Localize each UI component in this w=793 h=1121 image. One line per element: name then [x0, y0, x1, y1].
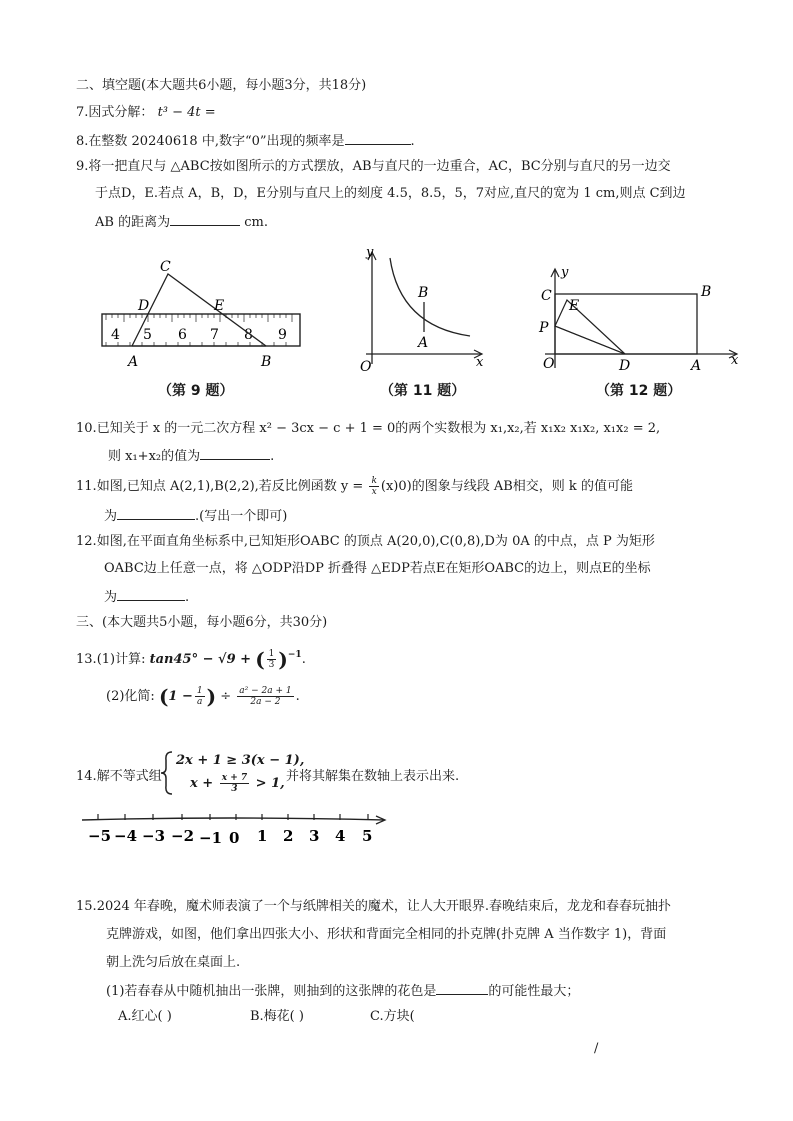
question-13-part1 — [76, 646, 306, 670]
q13-part2-a: 1 − — [168, 689, 193, 704]
ruler-tick-4: 4 — [111, 327, 120, 343]
q7-expression: t³ − 4t = — [157, 105, 216, 120]
q11-frac-den: x — [371, 487, 377, 497]
q13-part1-end: . — [301, 652, 306, 667]
q9-line3b: cm. — [244, 215, 268, 230]
q12-line2: OABC边上任意一点，将 △ODP沿DP 折叠得 △EDP若点E在矩形OABC的边上，则点E的坐标 — [104, 561, 651, 576]
label-d: D — [138, 298, 150, 314]
nl-label-minus4: −4 — [114, 827, 138, 845]
nl-label-2: 2 — [283, 827, 294, 845]
label-b: B — [261, 354, 272, 370]
q13-p2-paren-close: ) — [206, 684, 217, 709]
section3-heading: 三、(本大题共5小题，每小题6分，共30分) — [76, 615, 328, 630]
label-b: B — [701, 284, 712, 300]
figure-11-caption: （第 11 题） — [380, 383, 466, 399]
nl-label-0: 0 — [229, 829, 240, 847]
q10-number: 10. — [76, 421, 97, 436]
label-y: y — [561, 265, 569, 280]
question-7 — [76, 104, 216, 122]
q11-line1a: 如图,已知点 A(2,1),B(2,2),若反比例函数 y = — [96, 479, 364, 494]
nl-label-minus3: −3 — [142, 827, 166, 845]
q11-line2b: .(写出一个即可) — [195, 509, 288, 524]
nl-label-1: 1 — [257, 827, 268, 845]
label-d: D — [619, 358, 631, 374]
ruler-tick-7: 7 — [210, 327, 219, 343]
q13-part1-label: (1)计算: — [96, 652, 146, 667]
nl-label-minus2: −2 — [171, 827, 195, 845]
number-line — [78, 808, 398, 848]
nl-label-5: 5 — [362, 827, 373, 845]
q14-frac-den: 3 — [231, 784, 238, 794]
q14-brace — [160, 750, 174, 796]
q8-text: 在整数 20240618 中,数字“0”出现的频率是 — [88, 134, 345, 149]
label-e: E — [569, 298, 580, 314]
q10-line2a: 则 x₁+x₂的值为 — [108, 449, 201, 464]
q12-line1: 如图,在平面直角坐标系中,已知矩形OABC 的顶点 A(20,0),C(0,8),D为 0A 的中点，点 P 为矩形 — [96, 534, 655, 549]
q7-text: 因式分解： — [88, 105, 154, 120]
label-a: A — [691, 358, 702, 374]
q15-option-b: B.梅花( ) — [250, 1009, 304, 1024]
label-c: C — [160, 259, 171, 275]
q13-part2-label: (2)化简: — [106, 689, 155, 704]
q14-tail: 并将其解集在数轴上表示出来. — [286, 769, 460, 784]
q15-line2: 克牌游戏，如图，他们拿出四张大小、形状和背面完全相同的扑克牌(扑克牌 A 当作数字 1)，背面 — [106, 927, 667, 942]
q14-text: 解不等式组 — [96, 769, 162, 784]
q9-line2: 于点D，E.若点 A，B，D，E分别与直尺上的刻度 4.5，8.5，5，7对应,直尺的宽为 1 cm,则点 C到边 — [95, 186, 686, 201]
q13-p2-frac1-num: 1 — [196, 686, 203, 696]
question-9-line1 — [76, 158, 671, 176]
question-12-line1 — [76, 533, 655, 551]
question-11-line1 — [76, 476, 633, 497]
q7-number: 7. — [76, 105, 89, 120]
question-15-line1 — [76, 898, 671, 916]
q13-part2-div: ÷ — [220, 689, 232, 704]
label-c: C — [541, 288, 552, 304]
q12-line3a: 为 — [104, 590, 118, 605]
question-10-line1 — [76, 420, 660, 438]
q15-line3: 朝上洗匀后放在桌面上. — [106, 955, 241, 970]
q13-p1-frac-num: 1 — [268, 649, 275, 659]
q13-p2-frac1-den: a — [197, 697, 203, 707]
q15-answer-blank — [436, 981, 488, 995]
q13-p2-frac2-num: a² − 2a + 1 — [239, 686, 292, 696]
q15-sub1a: (1)若春春从中随机抽出一张牌，则抽到的这张牌的花色是 — [106, 984, 437, 999]
q14-inequality-2 — [190, 773, 285, 794]
q9-line3a: AB 的距离为 — [95, 215, 171, 230]
label-o: O — [360, 359, 372, 375]
q14-inequality-1: 2x + 1 ≥ 3(x − 1), — [176, 753, 305, 768]
label-o: O — [543, 356, 555, 372]
q14-number: 14. — [76, 769, 97, 784]
q12-line3b: . — [185, 590, 190, 605]
section2-heading: 二、填空题(本大题共6小题，每小题3分，共18分) — [76, 78, 367, 93]
q13-part1-fraction — [267, 649, 277, 670]
question-12-line3 — [104, 587, 189, 607]
figure-9-caption: （第 9 题） — [158, 383, 234, 399]
q13-p1-frac-den: 3 — [268, 660, 275, 670]
label-p: P — [539, 320, 549, 336]
folded-triangle — [555, 300, 625, 354]
page-mark: / — [594, 1041, 599, 1056]
q14-ineq2b: > 1, — [255, 776, 285, 791]
question-9-line3 — [95, 212, 268, 232]
q13-part2-end: . — [295, 689, 300, 704]
label-b: B — [418, 285, 429, 301]
q9-number: 9. — [76, 159, 89, 174]
label-e: E — [214, 298, 225, 314]
q9-line1: 将一把直尺与 △ABC按如图所示的方式摆放，AB与直尺的一边重合，AC，BC分别与直尺的另一边交 — [88, 159, 671, 174]
q10-line1: 已知关于 x 的一元二次方程 x² − 3cx − c + 1 = 0的两个实数根为 x₁,x₂,若 x₁x₂ x₁x₂, x₁x₂ = 2, — [96, 421, 661, 436]
q13-part2-fraction2 — [237, 686, 293, 707]
figure-12-caption: （第 12 题） — [596, 383, 682, 399]
question-10-line2 — [108, 446, 274, 466]
label-a: A — [418, 335, 429, 351]
label-y: y — [366, 246, 374, 260]
q11-frac-num: k — [371, 476, 377, 486]
q15-line1: 2024 年春晚，魔术师表演了一个与纸牌相关的魔术，让人大开眼界.春晚结束后，龙龙和春春玩抽扑 — [96, 899, 672, 914]
q10-line2b: . — [270, 449, 275, 464]
question-11-line2 — [104, 506, 287, 526]
q13-number: 13. — [76, 652, 97, 667]
label-a: A — [128, 354, 139, 370]
q14-frac-num: x + 7 — [221, 773, 248, 783]
question-14-intro — [76, 768, 162, 786]
figure-11 — [352, 246, 492, 376]
q14-ineq2a: x + — [190, 776, 214, 791]
q13-p2-paren-open: ( — [158, 684, 169, 709]
ruler-tick-8: 8 — [244, 327, 253, 343]
ruler-body — [102, 314, 300, 346]
q13-paren-close: ) — [278, 647, 288, 672]
q13-part2-fraction1 — [195, 686, 205, 707]
question-15-sub1 — [106, 981, 579, 1001]
q11-line1b: (x)0)的图象与线段 AB相交，则 k 的值可能 — [380, 479, 633, 494]
figure-9 — [96, 252, 316, 382]
nl-label-minus5: −5 — [88, 827, 112, 845]
q10-answer-blank — [200, 446, 270, 460]
q15-sub1b: 的可能性最大； — [488, 984, 580, 999]
q12-answer-blank — [117, 587, 185, 601]
q8-tail: . — [410, 134, 415, 149]
nl-label-minus1: −1 — [199, 829, 223, 847]
q8-answer-blank — [345, 131, 411, 145]
q9-answer-blank — [170, 212, 240, 226]
q13-exponent: −1 — [287, 650, 302, 660]
ruler-tick-6: 6 — [178, 327, 187, 343]
number-line-axis — [82, 818, 384, 820]
label-x: x — [476, 355, 484, 370]
q8-number: 8. — [76, 134, 89, 149]
ruler-tick-9: 9 — [278, 327, 287, 343]
q11-fraction — [369, 476, 378, 497]
q11-answer-blank — [117, 506, 195, 520]
q14-fraction — [220, 773, 249, 794]
q13-part1-expr: tan45° − √9 + — [149, 652, 252, 667]
label-x: x — [731, 353, 739, 368]
nl-label-4: 4 — [335, 827, 346, 845]
nl-label-3: 3 — [309, 827, 320, 845]
q12-number: 12. — [76, 534, 97, 549]
ruler-tick-5: 5 — [143, 327, 152, 343]
q11-number: 11. — [76, 479, 97, 494]
q15-option-a: A.红心( ) — [118, 1009, 172, 1024]
hyperbola-curve — [390, 258, 470, 336]
q15-number: 15. — [76, 899, 97, 914]
question-13-part2 — [106, 686, 300, 707]
q11-line2a: 为 — [104, 509, 118, 524]
figure-12 — [535, 264, 745, 374]
segment-dp — [555, 326, 625, 354]
q13-paren-open: ( — [255, 647, 265, 672]
q15-option-c: C.方块( — [370, 1009, 415, 1024]
q13-p2-frac2-den: 2a − 2 — [250, 697, 281, 707]
question-8 — [76, 131, 415, 151]
